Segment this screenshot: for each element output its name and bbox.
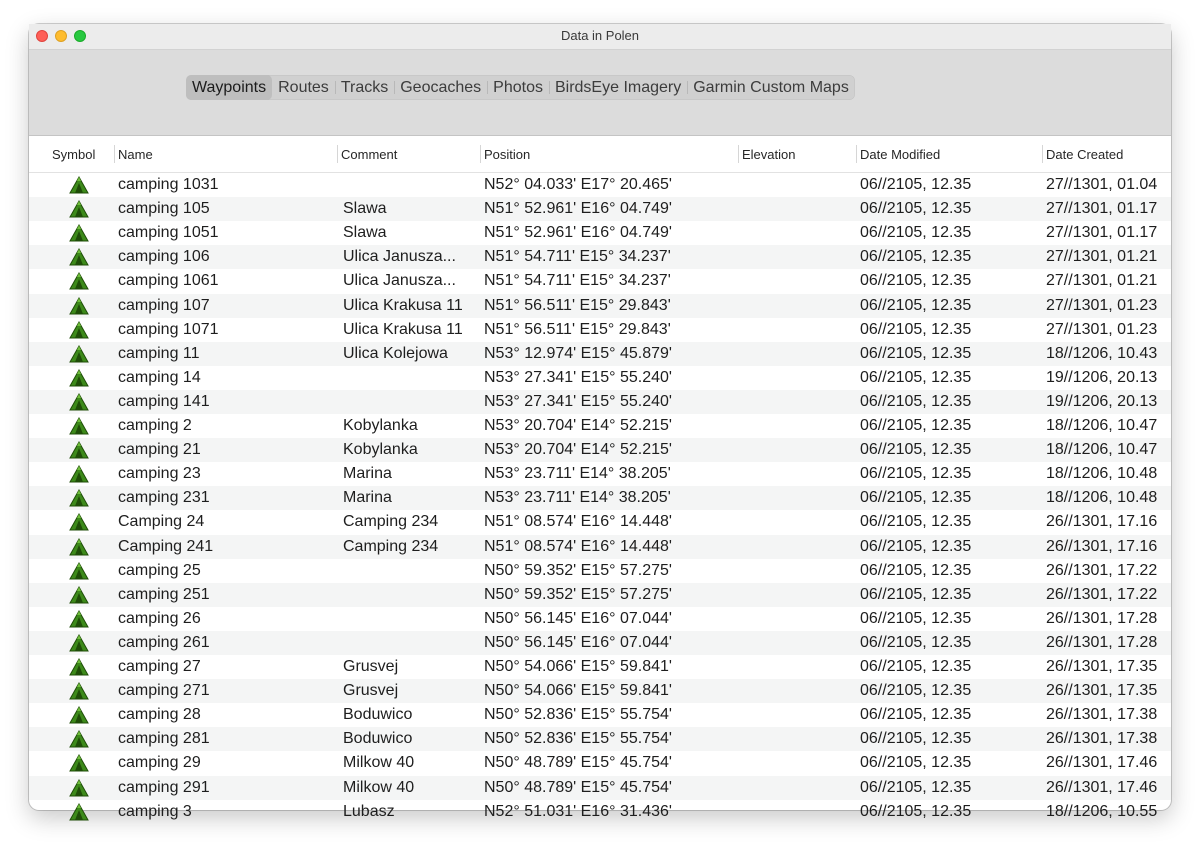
cell-date-created: 18//1206, 10.47 xyxy=(1046,441,1158,459)
table-row[interactable] xyxy=(29,510,1171,534)
cell-date-created: 19//1206, 20.13 xyxy=(1046,392,1158,410)
cell-position: N50° 52.836' E15° 55.754' xyxy=(484,706,672,724)
cell-date-created: 18//1206, 10.43 xyxy=(1046,344,1158,362)
cell-date-modified: 06//2105, 12.35 xyxy=(860,441,972,459)
campground-tent-icon xyxy=(69,294,93,318)
cell-date-modified: 06//2105, 12.35 xyxy=(860,537,972,555)
cell-elevation xyxy=(742,703,855,727)
cell-position: N50° 56.145' E16° 07.044' xyxy=(484,609,672,627)
table-row[interactable] xyxy=(29,655,1171,679)
cell-name: camping 105 xyxy=(118,200,210,218)
cell-date-created: 26//1301, 17.22 xyxy=(1046,561,1158,579)
toolbar xyxy=(29,50,1171,136)
cell-elevation xyxy=(742,800,855,824)
cell-elevation xyxy=(742,510,855,534)
cell-elevation xyxy=(742,197,855,221)
cell-elevation xyxy=(742,655,855,679)
table-row[interactable] xyxy=(29,197,1171,221)
cell-comment xyxy=(343,631,471,655)
cell-elevation xyxy=(742,486,855,510)
cell-elevation xyxy=(742,414,855,438)
cell-date-created: 26//1301, 17.35 xyxy=(1046,658,1158,675)
table-row[interactable] xyxy=(29,703,1171,727)
cell-date-modified: 06//2105, 12.35 xyxy=(860,658,972,675)
table-row[interactable] xyxy=(29,221,1171,245)
window-title: Data in Polen xyxy=(560,28,640,43)
cell-date-modified: 06//2105, 12.35 xyxy=(860,585,972,603)
cell-name: camping 2 xyxy=(118,417,192,434)
cell-name: camping 11 xyxy=(118,344,200,362)
cell-elevation xyxy=(742,294,855,318)
cell-elevation xyxy=(742,438,855,462)
campground-tent-icon xyxy=(69,197,93,221)
cell-date-created: 18//1206, 10.48 xyxy=(1046,489,1158,507)
table-row[interactable] xyxy=(29,462,1171,486)
campground-tent-icon xyxy=(69,583,93,607)
cell-date-created: 26//1301, 17.46 xyxy=(1046,754,1158,772)
cell-date-created: 27//1301, 01.21 xyxy=(1046,272,1158,290)
table-row[interactable] xyxy=(29,366,1171,390)
cell-date-modified: 06//2105, 12.35 xyxy=(860,754,972,772)
cell-position: N50° 48.789' E15° 45.754' xyxy=(484,754,672,772)
cell-name: camping 25 xyxy=(118,561,201,579)
cell-date-modified: 06//2105, 12.35 xyxy=(860,176,972,193)
cell-date-created: 27//1301, 01.21 xyxy=(1046,248,1158,266)
cell-date-created: 26//1301, 17.38 xyxy=(1046,706,1158,724)
campground-tent-icon xyxy=(69,776,93,800)
cell-date-created: 26//1301, 17.46 xyxy=(1046,778,1158,796)
cell-position: N51° 56.511' E15° 29.843' xyxy=(484,296,671,314)
cell-date-created: 26//1301, 17.35 xyxy=(1046,682,1158,700)
cell-elevation xyxy=(742,607,855,631)
table-row[interactable] xyxy=(29,486,1171,510)
cell-comment xyxy=(343,559,471,583)
cell-name: camping 291 xyxy=(118,778,210,796)
campground-tent-icon xyxy=(69,269,93,293)
tab-tracks[interactable]: Tracks xyxy=(335,75,394,100)
column-header-name[interactable]: Name xyxy=(114,136,338,172)
cell-name: Camping 241 xyxy=(118,537,214,555)
campground-tent-icon xyxy=(69,727,93,751)
cell-elevation xyxy=(742,535,855,559)
campground-tent-icon xyxy=(69,703,93,727)
column-header-position[interactable]: Position xyxy=(480,136,738,172)
cell-date-modified: 06//2105, 12.35 xyxy=(860,706,972,724)
campground-tent-icon xyxy=(69,342,93,366)
cell-position: N53° 20.704' E14° 52.215' xyxy=(484,417,672,434)
cell-comment: Kobylanka xyxy=(343,441,418,459)
table-row[interactable] xyxy=(29,559,1171,583)
cell-date-created: 18//1206, 10.48 xyxy=(1046,465,1158,483)
tab-geocaches[interactable]: Geocaches xyxy=(394,75,487,100)
cell-date-created: 27//1301, 01.17 xyxy=(1046,200,1158,218)
table-row[interactable] xyxy=(29,390,1171,414)
cell-comment: Boduwico xyxy=(343,706,413,724)
cell-comment: Marina xyxy=(343,465,392,483)
table-row[interactable] xyxy=(29,631,1171,655)
cell-comment xyxy=(343,390,471,414)
waypoints-table-body xyxy=(29,173,1171,820)
cell-elevation xyxy=(742,559,855,583)
cell-date-modified: 06//2105, 12.35 xyxy=(860,682,972,700)
campground-tent-icon xyxy=(69,318,93,342)
cell-elevation xyxy=(742,245,855,269)
cell-position: N50° 59.352' E15° 57.275' xyxy=(484,561,672,579)
cell-position: N50° 54.066' E15° 59.841' xyxy=(484,682,672,700)
cell-date-modified: 06//2105, 12.35 xyxy=(860,392,972,410)
table-row[interactable] xyxy=(29,294,1171,318)
cell-date-modified: 06//2105, 12.35 xyxy=(860,465,972,483)
cell-date-modified: 06//2105, 12.35 xyxy=(860,417,972,434)
cell-elevation xyxy=(742,221,855,245)
cell-comment: Marina xyxy=(343,489,392,507)
cell-name: camping 141 xyxy=(118,392,210,410)
cell-name: camping 1051 xyxy=(118,224,219,242)
tab-garmin-custom-maps[interactable]: Garmin Custom Maps xyxy=(687,75,855,100)
cell-comment: Ulica Krakusa 11 xyxy=(343,296,463,314)
cell-comment: Kobylanka xyxy=(343,417,418,434)
cell-comment: Grusvej xyxy=(343,658,399,675)
cell-elevation xyxy=(742,318,855,342)
cell-position: N50° 59.352' E15° 57.275' xyxy=(484,585,672,603)
cell-position: N50° 56.145' E16° 07.044' xyxy=(484,633,672,651)
cell-elevation xyxy=(742,366,855,390)
cell-date-modified: 06//2105, 12.35 xyxy=(860,272,972,290)
cell-date-created: 27//1301, 01.04 xyxy=(1046,176,1158,193)
cell-position: N50° 52.836' E15° 55.754' xyxy=(484,730,672,748)
cell-position: N53° 20.704' E14° 52.215' xyxy=(484,441,672,459)
cell-comment: Slawa xyxy=(343,200,387,218)
cell-date-created: 19//1206, 20.13 xyxy=(1046,368,1158,386)
cell-comment: Ulica Krakusa 11 xyxy=(343,320,463,338)
cell-comment: Camping 234 xyxy=(343,537,439,555)
cell-date-modified: 06//2105, 12.35 xyxy=(860,633,972,651)
table-row[interactable] xyxy=(29,751,1171,775)
app-window xyxy=(29,24,1171,820)
cell-date-created: 26//1301, 17.16 xyxy=(1046,537,1158,555)
cell-position: N51° 56.511' E15° 29.843' xyxy=(484,320,671,338)
campground-tent-icon xyxy=(69,559,93,583)
cell-position: N50° 48.789' E15° 45.754' xyxy=(484,778,672,796)
cell-comment: Ulica Kolejowa xyxy=(343,344,448,362)
cell-name: camping 281 xyxy=(118,730,210,748)
cell-date-created: 18//1206, 10.55 xyxy=(1046,802,1158,820)
column-header-date-modified[interactable]: Date Modified xyxy=(856,136,1042,172)
cell-date-created: 26//1301, 17.38 xyxy=(1046,730,1158,748)
cell-name: camping 28 xyxy=(118,706,201,724)
cell-name: camping 231 xyxy=(118,489,210,507)
cell-date-modified: 06//2105, 12.35 xyxy=(860,368,972,386)
campground-tent-icon xyxy=(69,366,93,390)
campground-tent-icon xyxy=(69,751,93,775)
cell-date-modified: 06//2105, 12.35 xyxy=(860,344,972,362)
tab-birdseye-imagery[interactable]: BirdsEye Imagery xyxy=(549,75,687,100)
cell-name: Camping 24 xyxy=(118,513,205,531)
cell-name: camping 107 xyxy=(118,296,210,314)
cell-name: camping 26 xyxy=(118,609,201,627)
cell-comment xyxy=(343,583,471,607)
cell-position: N52° 51.031' E16° 31.436' xyxy=(484,802,672,820)
cell-name: camping 106 xyxy=(118,248,210,266)
cell-date-modified: 06//2105, 12.35 xyxy=(860,513,972,531)
campground-tent-icon xyxy=(69,173,93,197)
cell-name: camping 271 xyxy=(118,682,210,700)
cell-name: camping 3 xyxy=(118,802,192,820)
cell-comment: Ulica Janusza... xyxy=(343,272,456,290)
cell-name: camping 21 xyxy=(118,441,201,459)
tab-waypoints[interactable]: Waypoints xyxy=(186,75,272,100)
table-row[interactable] xyxy=(29,269,1171,293)
table-row[interactable] xyxy=(29,583,1171,607)
cell-position: N51° 52.961' E16° 04.749' xyxy=(484,200,672,218)
table-row[interactable] xyxy=(29,173,1171,197)
cell-comment xyxy=(343,173,471,197)
cell-date-created: 26//1301, 17.16 xyxy=(1046,513,1158,531)
cell-elevation xyxy=(742,173,855,197)
cell-elevation xyxy=(742,631,855,655)
cell-name: camping 1061 xyxy=(118,272,219,290)
campground-tent-icon xyxy=(69,414,93,438)
cell-name: camping 27 xyxy=(118,658,201,675)
cell-date-created: 18//1206, 10.47 xyxy=(1046,417,1158,434)
cell-elevation xyxy=(742,679,855,703)
cell-name: camping 1071 xyxy=(118,320,219,338)
cell-comment: Lubasz xyxy=(343,802,395,820)
campground-tent-icon xyxy=(69,607,93,631)
cell-date-modified: 06//2105, 12.35 xyxy=(860,609,972,627)
cell-elevation xyxy=(742,751,855,775)
campground-tent-icon xyxy=(69,221,93,245)
cell-date-modified: 06//2105, 12.35 xyxy=(860,296,972,314)
cell-comment xyxy=(343,607,471,631)
cell-name: camping 261 xyxy=(118,633,210,651)
table-row[interactable] xyxy=(29,800,1171,824)
cell-position: N52° 04.033' E17° 20.465' xyxy=(484,176,672,193)
table-row[interactable] xyxy=(29,438,1171,462)
cell-elevation xyxy=(742,342,855,366)
cell-position: N53° 23.711' E14° 38.205' xyxy=(484,489,671,507)
column-header-date-created[interactable]: Date Created xyxy=(1042,136,1171,172)
cell-elevation xyxy=(742,390,855,414)
campground-tent-icon xyxy=(69,535,93,559)
cell-position: N51° 54.711' E15° 34.237' xyxy=(484,248,671,266)
cell-position: N53° 12.974' E15° 45.879' xyxy=(484,344,672,362)
table-row[interactable] xyxy=(29,318,1171,342)
campground-tent-icon xyxy=(69,486,93,510)
cell-comment: Ulica Janusza... xyxy=(343,248,456,266)
cell-date-modified: 06//2105, 12.35 xyxy=(860,561,972,579)
data-type-segmented-control xyxy=(186,75,855,100)
cell-date-modified: 06//2105, 12.35 xyxy=(860,730,972,748)
column-header-comment[interactable]: Comment xyxy=(337,136,479,172)
campground-tent-icon xyxy=(69,631,93,655)
campground-tent-icon xyxy=(69,438,93,462)
cell-position: N51° 52.961' E16° 04.749' xyxy=(484,224,672,242)
cell-comment: Boduwico xyxy=(343,730,413,748)
table-row[interactable] xyxy=(29,535,1171,559)
cell-position: N53° 27.341' E15° 55.240' xyxy=(484,392,672,410)
campground-tent-icon xyxy=(69,800,93,824)
campground-tent-icon xyxy=(69,245,93,269)
cell-comment: Slawa xyxy=(343,224,387,242)
cell-name: camping 1031 xyxy=(118,176,219,193)
cell-date-modified: 06//2105, 12.35 xyxy=(860,248,972,266)
cell-comment: Milkow 40 xyxy=(343,778,415,796)
cell-date-created: 26//1301, 17.28 xyxy=(1046,633,1158,651)
table-row[interactable] xyxy=(29,679,1171,703)
column-header-elevation[interactable]: Elevation xyxy=(738,136,856,172)
table-header xyxy=(29,136,1171,173)
cell-date-modified: 06//2105, 12.35 xyxy=(860,320,972,338)
table-row[interactable] xyxy=(29,245,1171,269)
campground-tent-icon xyxy=(69,462,93,486)
campground-tent-icon xyxy=(69,510,93,534)
cell-date-modified: 06//2105, 12.35 xyxy=(860,200,972,218)
cell-name: camping 23 xyxy=(118,465,201,483)
campground-tent-icon xyxy=(69,390,93,414)
cell-position: N53° 27.341' E15° 55.240' xyxy=(484,368,672,386)
cell-date-created: 27//1301, 01.23 xyxy=(1046,296,1158,314)
cell-elevation xyxy=(742,776,855,800)
table-row[interactable] xyxy=(29,414,1171,438)
cell-elevation xyxy=(742,269,855,293)
cell-name: camping 251 xyxy=(118,585,210,603)
column-header-symbol[interactable]: Symbol xyxy=(52,146,96,162)
cell-comment: Milkow 40 xyxy=(343,754,415,772)
cell-date-modified: 06//2105, 12.35 xyxy=(860,778,972,796)
cell-comment: Grusvej xyxy=(343,682,399,700)
cell-date-created: 26//1301, 17.28 xyxy=(1046,609,1158,627)
cell-position: N53° 23.711' E14° 38.205' xyxy=(484,465,671,483)
cell-position: N51° 08.574' E16° 14.448' xyxy=(484,537,672,555)
title-bar xyxy=(29,24,1171,50)
cell-position: N50° 54.066' E15° 59.841' xyxy=(484,658,672,675)
cell-position: N51° 54.711' E15° 34.237' xyxy=(484,272,671,290)
cell-date-modified: 06//2105, 12.35 xyxy=(860,489,972,507)
tab-routes[interactable]: Routes xyxy=(278,78,329,96)
cell-date-created: 26//1301, 17.22 xyxy=(1046,585,1158,603)
campground-tent-icon xyxy=(69,679,93,703)
cell-elevation xyxy=(742,583,855,607)
table-row[interactable] xyxy=(29,727,1171,751)
cell-comment: Camping 234 xyxy=(343,513,439,531)
cell-position: N51° 08.574' E16° 14.448' xyxy=(484,513,672,531)
cell-elevation xyxy=(742,462,855,486)
cell-comment xyxy=(343,366,471,390)
cell-date-modified: 06//2105, 12.35 xyxy=(860,224,972,242)
campground-tent-icon xyxy=(69,655,93,679)
cell-name: camping 29 xyxy=(118,754,201,772)
table-row[interactable] xyxy=(29,607,1171,631)
cell-date-created: 27//1301, 01.23 xyxy=(1046,320,1158,338)
cell-elevation xyxy=(742,727,855,751)
cell-date-modified: 06//2105, 12.35 xyxy=(860,802,972,820)
cell-name: camping 14 xyxy=(118,368,201,386)
tab-photos[interactable]: Photos xyxy=(487,75,549,100)
table-row[interactable] xyxy=(29,776,1171,800)
cell-date-created: 27//1301, 01.17 xyxy=(1046,224,1158,242)
table-row[interactable] xyxy=(29,342,1171,366)
